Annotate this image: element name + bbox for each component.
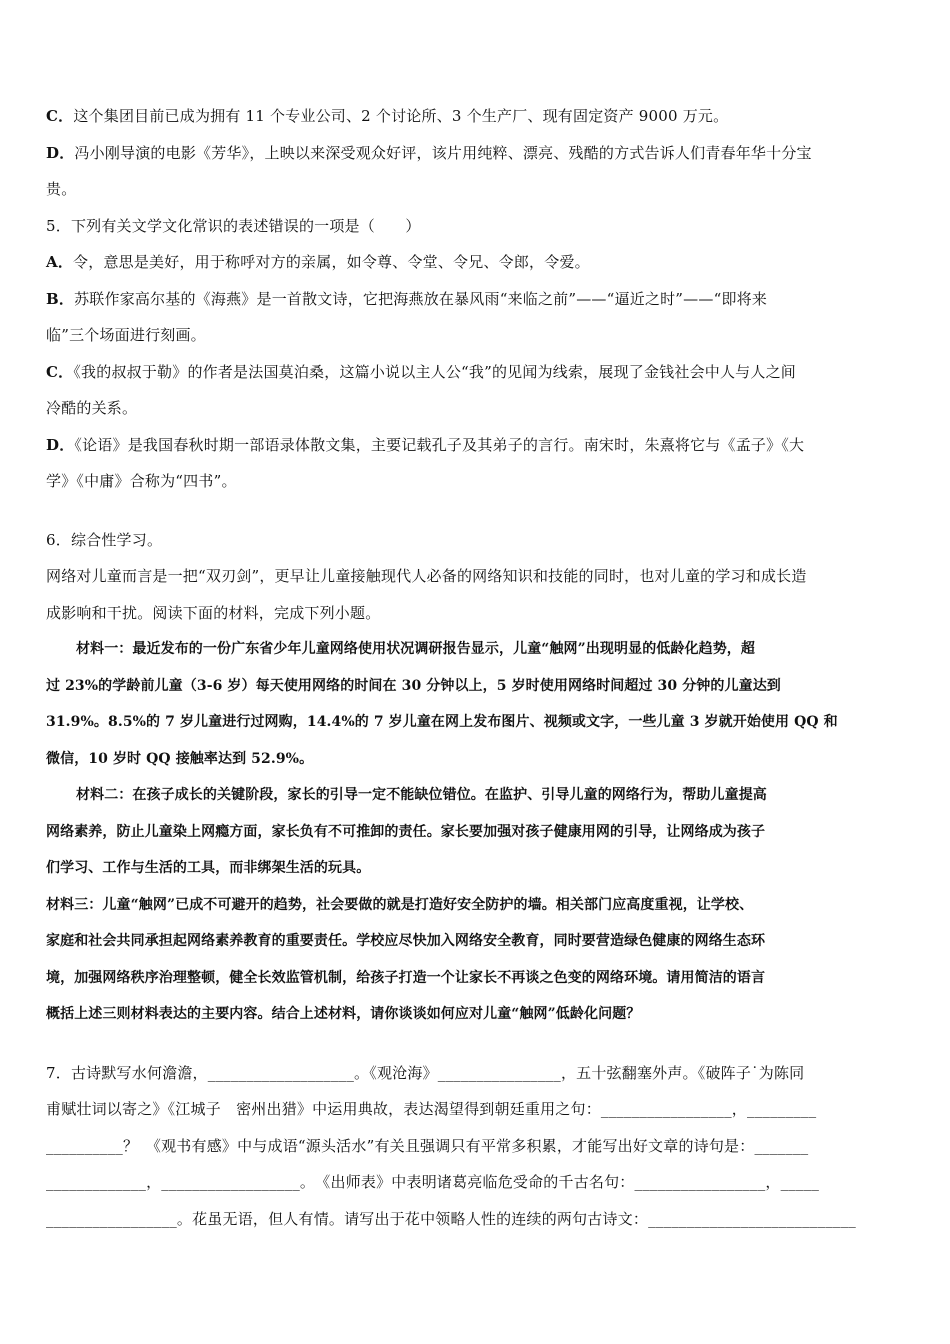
option-text: 《论语》是我国春秋时期一部语录体散文集，主要记载孔子及其弟子的言行。南宋时，朱熹将它与《孟子》《大 <box>74 435 805 454</box>
q5-option-c <box>46 354 902 391</box>
q6-stem: 6．综合性学习。 <box>46 530 163 549</box>
spacer <box>46 500 902 522</box>
option-text: 苏联作家高尔基的《海燕》是一首散文诗，它把海燕放在暴风雨“来临之前”——“逼近之时”——“即将来 <box>74 289 768 308</box>
material1-line: 过 23%的学龄前儿童（3-6 岁）每天使用网络的时间在 30 分钟以上，5 岁时使用网络时间超过 30 分钟的儿童达到 <box>46 677 781 694</box>
q7-line: _____________，__________________。 《出师表》中表明诸葛亮临危受命的千古名句：_________________，_____ <box>46 1173 820 1191</box>
material1-line: 31.9%。8.5%的 7 岁儿童进行过网购，14.4%的 7 岁儿童在网上发布图片、视频或文字，一些儿童 3 岁就开始使用 QQ 和 <box>46 714 838 730</box>
material3-line: 家庭和社会共同承担起网络素养教育的重要责任。学校应尽快加入网络安全教育，同时要营造绿色健康的网络生态环 <box>46 933 766 949</box>
material1-line: 微信，10 岁时 QQ 接触率达到 52.9%。 <box>46 750 314 767</box>
material3-line: 概括上述三则材料表达的主要内容。结合上述材料，请你谈谈如何应对儿童“触网”低龄化问题？ <box>46 1006 641 1022</box>
option-label: C． <box>46 107 74 125</box>
option-label: D． <box>46 143 75 162</box>
option-text: 令，意思是美好，用于称呼对方的亲属，如令尊、令堂、令兄、令郎，令爱。 <box>73 253 590 271</box>
q6-intro-line: 成影响和干扰。阅读下面的材料，完成下列小题。 <box>46 603 381 622</box>
option-text: 这个集团目前已成为拥有 11 个专业公司、2 个讨论所、3 个生产厂、现有固定资产 9000 万元。 <box>73 107 729 125</box>
q5-option-b <box>46 281 902 318</box>
spacer <box>46 1033 902 1055</box>
option-text: 《我的叔叔于勒》的作者是法国莫泊桑，这篇小说以主人公“我”的见闻为线索，展现了金钱社会中人与人之间 <box>73 362 796 381</box>
option-label: A． <box>46 253 74 271</box>
q4-option-d <box>46 135 902 172</box>
option-label: C． <box>46 362 74 381</box>
q7-line: __________？ 《观书有感》中与成语“源头活水”有关且强调只有平常多积累，才能写出好文章的诗句是：_______ <box>46 1136 809 1155</box>
material2-line: 材料二：在孩子成长的关键阶段，家长的引导一定不能缺位错位。在监护、引导儿童的网络行为，帮助儿童提高 <box>76 787 767 803</box>
material3-line: 材料三：儿童“触网”已成不可避开的趋势，社会要做的就是打造好安全防护的墙。相关部门应高度重视，让学校、 <box>46 896 754 913</box>
exam-page <box>46 98 902 1237</box>
q7-line: 甫赋壮词以寄之》《江城子 密州出猎》中运用典故，表达渴望得到朝廷重用之句：_________________，_________ <box>46 1100 817 1118</box>
q5-option-d-cont: 学》《中庸》合称为“四书”。 <box>46 472 237 490</box>
q5-stem: 5．下列有关文学文化常识的表述错误的一项是（ ） <box>46 216 421 235</box>
q4-option-d-cont: 贵。 <box>46 180 77 198</box>
material2-line: 网络素养，防止儿童染上网瘾方面，家长负有不可推卸的责任。家长要加强对孩子健康用网的引导，让网络成为孩子 <box>46 823 766 840</box>
option-text: 冯小刚导演的电影《芳华》，上映以来深受观众好评，该片用纯粹、漂亮、残酷的方式告诉人们青春年华十分宝 <box>74 143 812 162</box>
material2-line: 们学习、工作与生活的工具，而非绑架生活的玩具。 <box>46 860 371 876</box>
material1-line: 材料一：最近发布的一份广东省少年儿童网络使用状况调研报告显示，儿童“触网”出现明显的低龄化趋势，超 <box>76 641 756 657</box>
q4-option-c <box>46 98 902 135</box>
q5-option-d <box>46 427 902 464</box>
option-label: D． <box>46 435 75 454</box>
option-label: B． <box>46 289 75 308</box>
q6-intro-line: 网络对儿童而言是一把“双刃剑”，更早让儿童接触现代人必备的网络知识和技能的同时，也对儿童的学习和成长造 <box>46 567 807 585</box>
q5-option-a <box>46 244 902 281</box>
material3-line: 境，加强网络秩序治理整顿，健全长效监管机制，给孩子打造一个让家长不再谈之色变的网络环境。请用简洁的语言 <box>46 969 766 986</box>
q7-line: 7．古诗默写水何澹澹，___________________。《观沧海》________________，五十弦翻塞外声。《破阵子˙为陈同 <box>46 1063 805 1082</box>
q5-option-c-cont: 冷酷的关系。 <box>46 399 138 417</box>
q5-option-b-cont: 临”三个场面进行刻画。 <box>46 326 206 344</box>
q7-line: _________________。花虽无语，但人有情。请写出于花中领略人性的连续的两句古诗文：___________________________ <box>46 1209 857 1228</box>
